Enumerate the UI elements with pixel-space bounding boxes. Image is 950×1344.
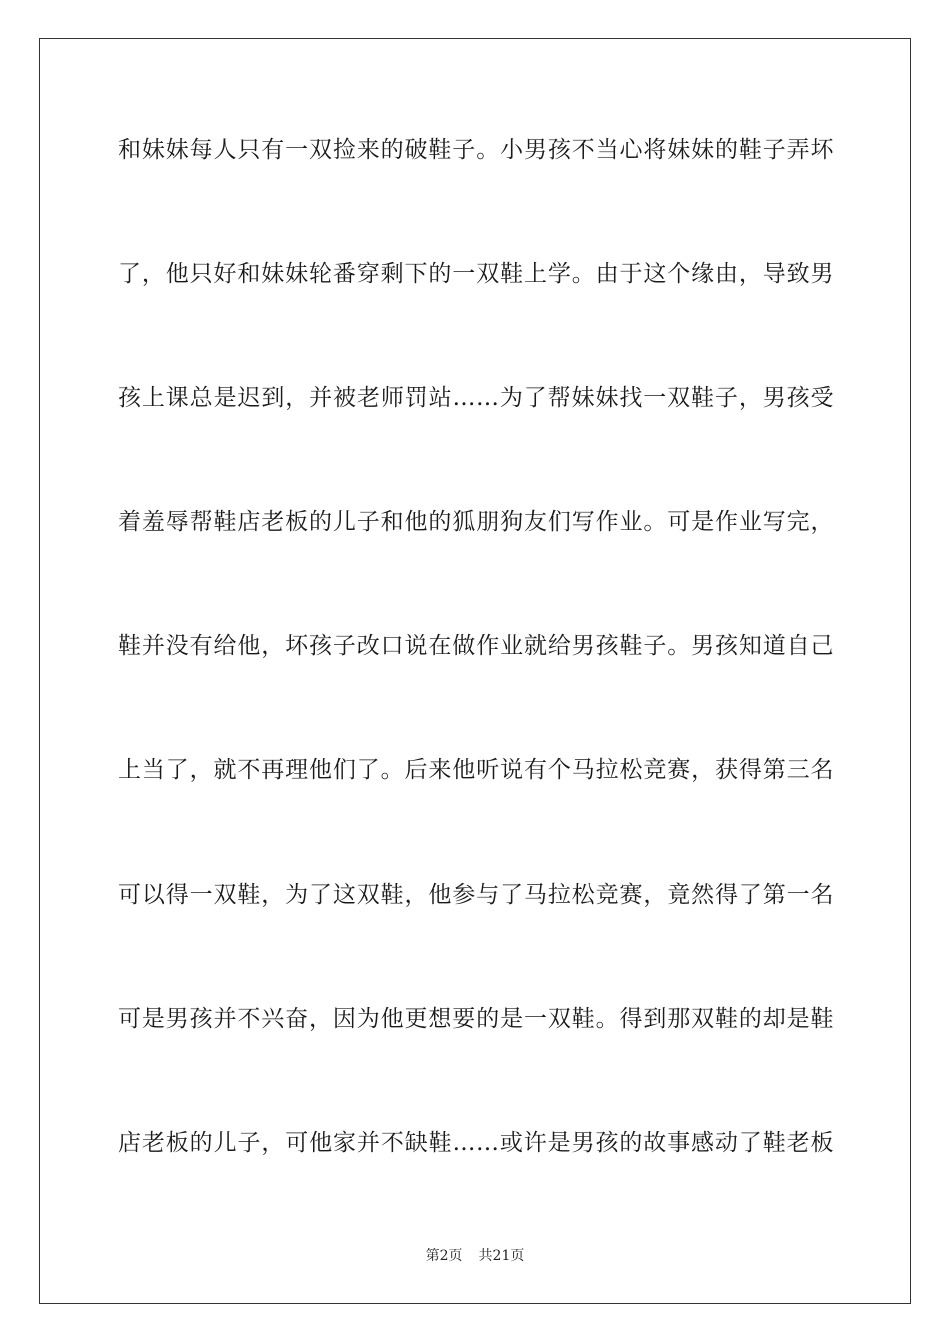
page-footer — [0, 1247, 950, 1265]
page-number: 第2页 — [425, 1248, 463, 1264]
text-line: 上当了，就不再理他们了。后来他听说有个马拉松竞赛，获得第三名 — [118, 757, 834, 783]
text-line: 孩上课总是迟到，并被老师罚站……为了帮妹妹找一双鞋子，男孩受 — [118, 385, 834, 411]
text-line: 了，他只好和妹妹轮番穿剩下的一双鞋上学。由于这个缘由，导致男 — [118, 261, 834, 287]
page-border — [39, 38, 911, 1304]
text-line: 可是男孩并不兴奋，因为他更想要的是一双鞋。得到那双鞋的却是鞋 — [118, 1006, 834, 1032]
text-line: 鞋并没有给他，坏孩子改口说在做作业就给男孩鞋子。男孩知道自己 — [118, 633, 834, 659]
text-line: 可以得一双鞋，为了这双鞋，他参与了马拉松竞赛，竟然得了第一名 — [118, 882, 834, 908]
page-total: 共21页 — [478, 1248, 525, 1264]
text-line: 着羞辱帮鞋店老板的儿子和他的狐朋狗友们写作业。可是作业写完， — [118, 509, 834, 535]
text-line: 和妹妹每人只有一双捡来的破鞋子。小男孩不当心将妹妹的鞋子弄坏 — [118, 137, 834, 163]
text-line: 店老板的儿子，可他家并不缺鞋……或许是男孩的故事感动了鞋老板 — [118, 1130, 834, 1156]
